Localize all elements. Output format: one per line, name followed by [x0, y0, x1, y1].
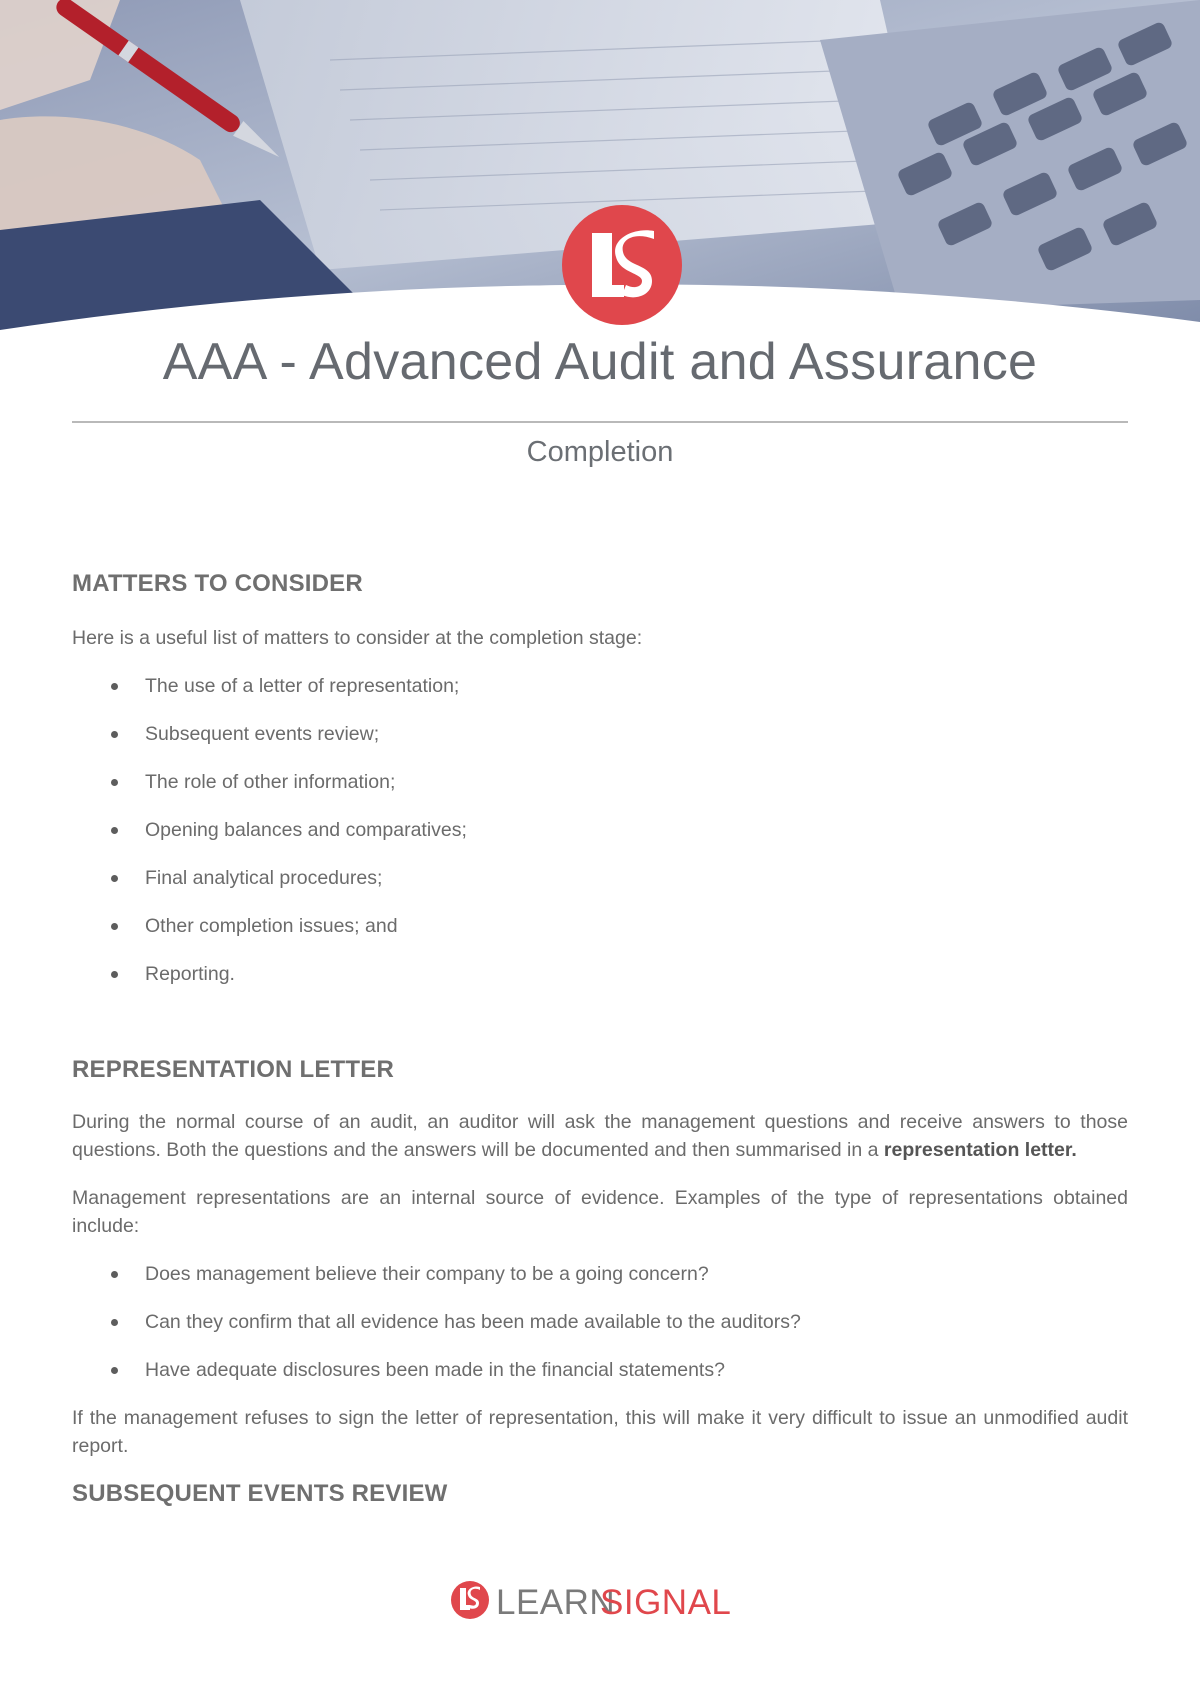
- list-item: Other completion issues; and: [72, 912, 1128, 940]
- learnsignal-logo-icon: [450, 1578, 750, 1622]
- representation-list: [72, 1260, 1128, 1384]
- bullet-icon: [111, 683, 118, 690]
- bullet-icon: [111, 779, 118, 786]
- bullet-icon: [111, 1319, 118, 1326]
- hero-image: [0, 0, 1200, 340]
- bullet-icon: [111, 875, 118, 882]
- representation-para-3: If the management refuses to sign the letter of representation, this will make it very difficult to issue an unmodified audit report.: [72, 1407, 1128, 1457]
- list-item: Does management believe their company to be a going concern?: [72, 1260, 1128, 1288]
- bullet-icon: [111, 731, 118, 738]
- bullet-icon: [111, 827, 118, 834]
- title-divider: [72, 421, 1128, 423]
- bullet-icon: [111, 1271, 118, 1278]
- list-item: The role of other information;: [72, 768, 1128, 796]
- page-title: AAA - Advanced Audit and Assurance: [162, 333, 1038, 391]
- representation-letter-term: representation letter.: [883, 1139, 1077, 1161]
- section-heading-subsequent: SUBSEQUENT EVENTS REVIEW: [72, 1480, 448, 1507]
- bullet-icon: [111, 971, 118, 978]
- footer-brand-logo: [450, 1578, 750, 1622]
- list-item: Opening balances and comparatives;: [72, 816, 1128, 844]
- ls-logo-icon: [562, 205, 682, 325]
- list-item: Final analytical procedures;: [72, 864, 1128, 892]
- document-body: [72, 570, 1128, 1508]
- section-heading-representation: REPRESENTATION LETTER: [72, 1056, 394, 1083]
- list-item: Subsequent events review;: [72, 720, 1128, 748]
- list-item: The use of a letter of representation;: [72, 672, 1128, 700]
- brand-signal: SIGNAL: [600, 1583, 732, 1622]
- representation-para-2: Management representations are an internal source of evidence. Examples of the type of representations obtained include:: [72, 1187, 1128, 1237]
- list-item: Have adequate disclosures been made in the financial statements?: [72, 1356, 1128, 1384]
- representation-para-1: During the normal course of an audit, an auditor will ask the management questions and receive answers to those questions. Both the questions and the answers will be documented and then summarised in a representation letter.: [72, 1111, 1128, 1161]
- matters-intro: Here is a useful list of matters to consider at the completion stage:: [72, 627, 643, 649]
- list-item: Can they confirm that all evidence has been made available to the auditors?: [72, 1308, 1128, 1336]
- page-subtitle: Completion: [526, 436, 674, 468]
- list-item: Reporting.: [72, 960, 1128, 988]
- bullet-icon: [111, 923, 118, 930]
- section-heading-matters: MATTERS TO CONSIDER: [72, 570, 363, 597]
- bullet-icon: [111, 1367, 118, 1374]
- brand-learn: LEARN: [496, 1583, 616, 1622]
- matters-list: [72, 672, 1128, 988]
